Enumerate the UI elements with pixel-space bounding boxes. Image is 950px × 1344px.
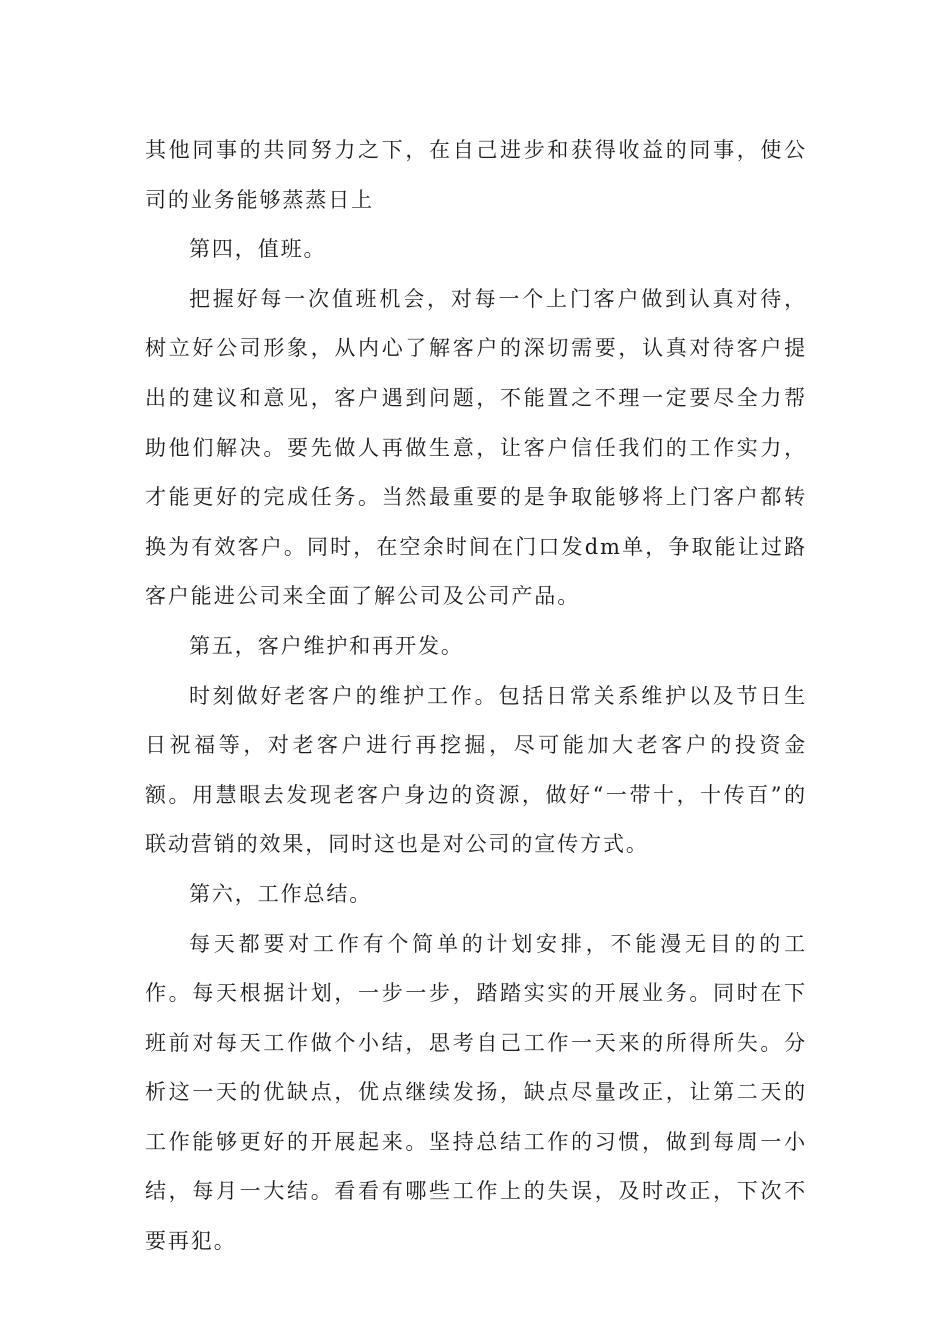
- paragraph-duty: 把握好每一次值班机会，对每一个上门客户做到认真对待，树立好公司形象，从内心了解客户的深切需要，认真对待客户提出的建议和意见，客户遇到问题，不能置之不理一定要尽全力帮助他们解决。要先做人再做生意，让客户信任我们的工作实力，才能更好的完成任务。当然最重要的是争取能够将上门客户都转换为有效客户。同时，在空余时间在门口发dm单，争取能让过路客户能进公司来全面了解公司及公司产品。: [145, 286, 807, 609]
- paragraph-work-summary: 每天都要对工作有个简单的计划安排，不能漫无目的的工作。每天根据计划，一步一步，踏踏实实的开展业务。同时在下班前对每天工作做个小结，思考自己工作一天来的所得所失。分析这一天的优缺点，优点继续发扬，缺点尽量改正，让第二天的工作能够更好的开展起来。坚持总结工作的习惯，做到每周一小结，每月一大结。看看有哪些工作上的失误，及时改正，下次不要再犯。: [145, 931, 807, 1254]
- document-page: [145, 126, 807, 1267]
- heading-client-maintenance: 第五，客户维护和再开发。: [189, 633, 464, 658]
- heading-work-summary: 第六，工作总结。: [189, 881, 373, 906]
- heading-duty: 第四，值班。: [189, 237, 327, 262]
- paragraph-continuation: 其他同事的共同努力之下，在自己进步和获得收益的同事，使公司的业务能够蒸蒸日上: [145, 138, 807, 212]
- paragraph-client-maintenance: 时刻做好老客户的维护工作。包括日常关系维护以及节日生日祝福等，对老客户进行再挖掘，尽可能加大老客户的投资金额。用慧眼去发现老客户身边的资源，做好“一带十，十传百”的联动营销的效果，同时这也是对公司的宣传方式。: [145, 683, 807, 857]
